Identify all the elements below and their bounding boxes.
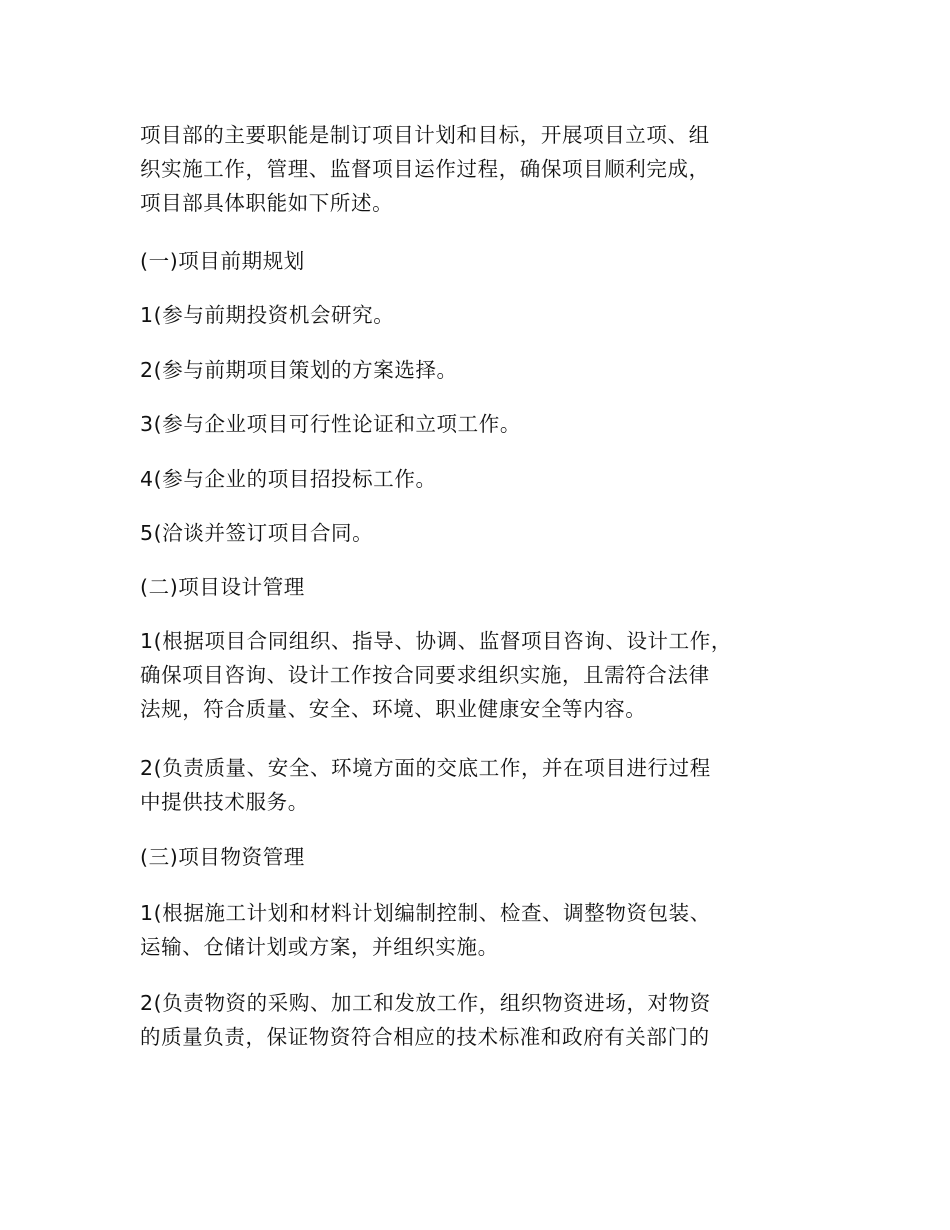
list-item [140, 986, 830, 1054]
text-line: 5(洽谈并签订项目合同。 [140, 521, 374, 545]
text-line: 1(参与前期投资机会研究。 [140, 303, 395, 327]
text-line: 2(负责物资的采购、加工和发放工作，组织物资进场，对物资 [140, 991, 711, 1015]
heading-text: (二)项目设计管理 [140, 575, 305, 599]
text-line: 的质量负责，保证物资符合相应的技术标准和政府有关部门的 [140, 1025, 710, 1049]
list-item [140, 751, 830, 819]
list-item [140, 516, 830, 550]
list-item [140, 298, 830, 332]
section-heading-2 [140, 570, 830, 604]
text-line: 1(根据施工计划和材料计划编制控制、检查、调整物资包装、 [140, 901, 711, 925]
text-line: 2(负责质量、安全、环境方面的交底工作，并在项目进行过程 [140, 756, 711, 780]
list-item [140, 462, 830, 496]
text-line: 项目部具体职能如下所述。 [140, 191, 394, 215]
text-line: 织实施工作，管理、监督项目运作过程，确保项目顺利完成， [140, 157, 710, 181]
heading-text: (三)项目物资管理 [140, 845, 305, 869]
section-heading-3 [140, 840, 830, 874]
list-item [140, 353, 830, 387]
text-line: 确保项目咨询、设计工作按合同要求组织实施，且需符合法律 [140, 663, 710, 687]
section-heading-1 [140, 244, 830, 278]
list-item [140, 896, 830, 964]
text-line: 项目部的主要职能是制订项目计划和目标，开展项目立项、组 [140, 123, 710, 147]
text-line: 4(参与企业的项目招投标工作。 [140, 467, 437, 491]
intro-paragraph [140, 118, 830, 220]
text-line: 1(根据项目合同组织、指导、协调、监督项目咨询、设计工作， [140, 629, 732, 653]
text-line: 运输、仓储计划或方案，并组织实施。 [140, 935, 499, 959]
list-item [140, 407, 830, 441]
text-line: 3(参与企业项目可行性论证和立项工作。 [140, 412, 521, 436]
list-item [140, 624, 830, 726]
text-line: 中提供技术服务。 [140, 790, 309, 814]
heading-text: (一)项目前期规划 [140, 249, 305, 273]
text-line: 2(参与前期项目策划的方案选择。 [140, 358, 458, 382]
text-line: 法规，符合质量、安全、环境、职业健康安全等内容。 [140, 697, 647, 721]
